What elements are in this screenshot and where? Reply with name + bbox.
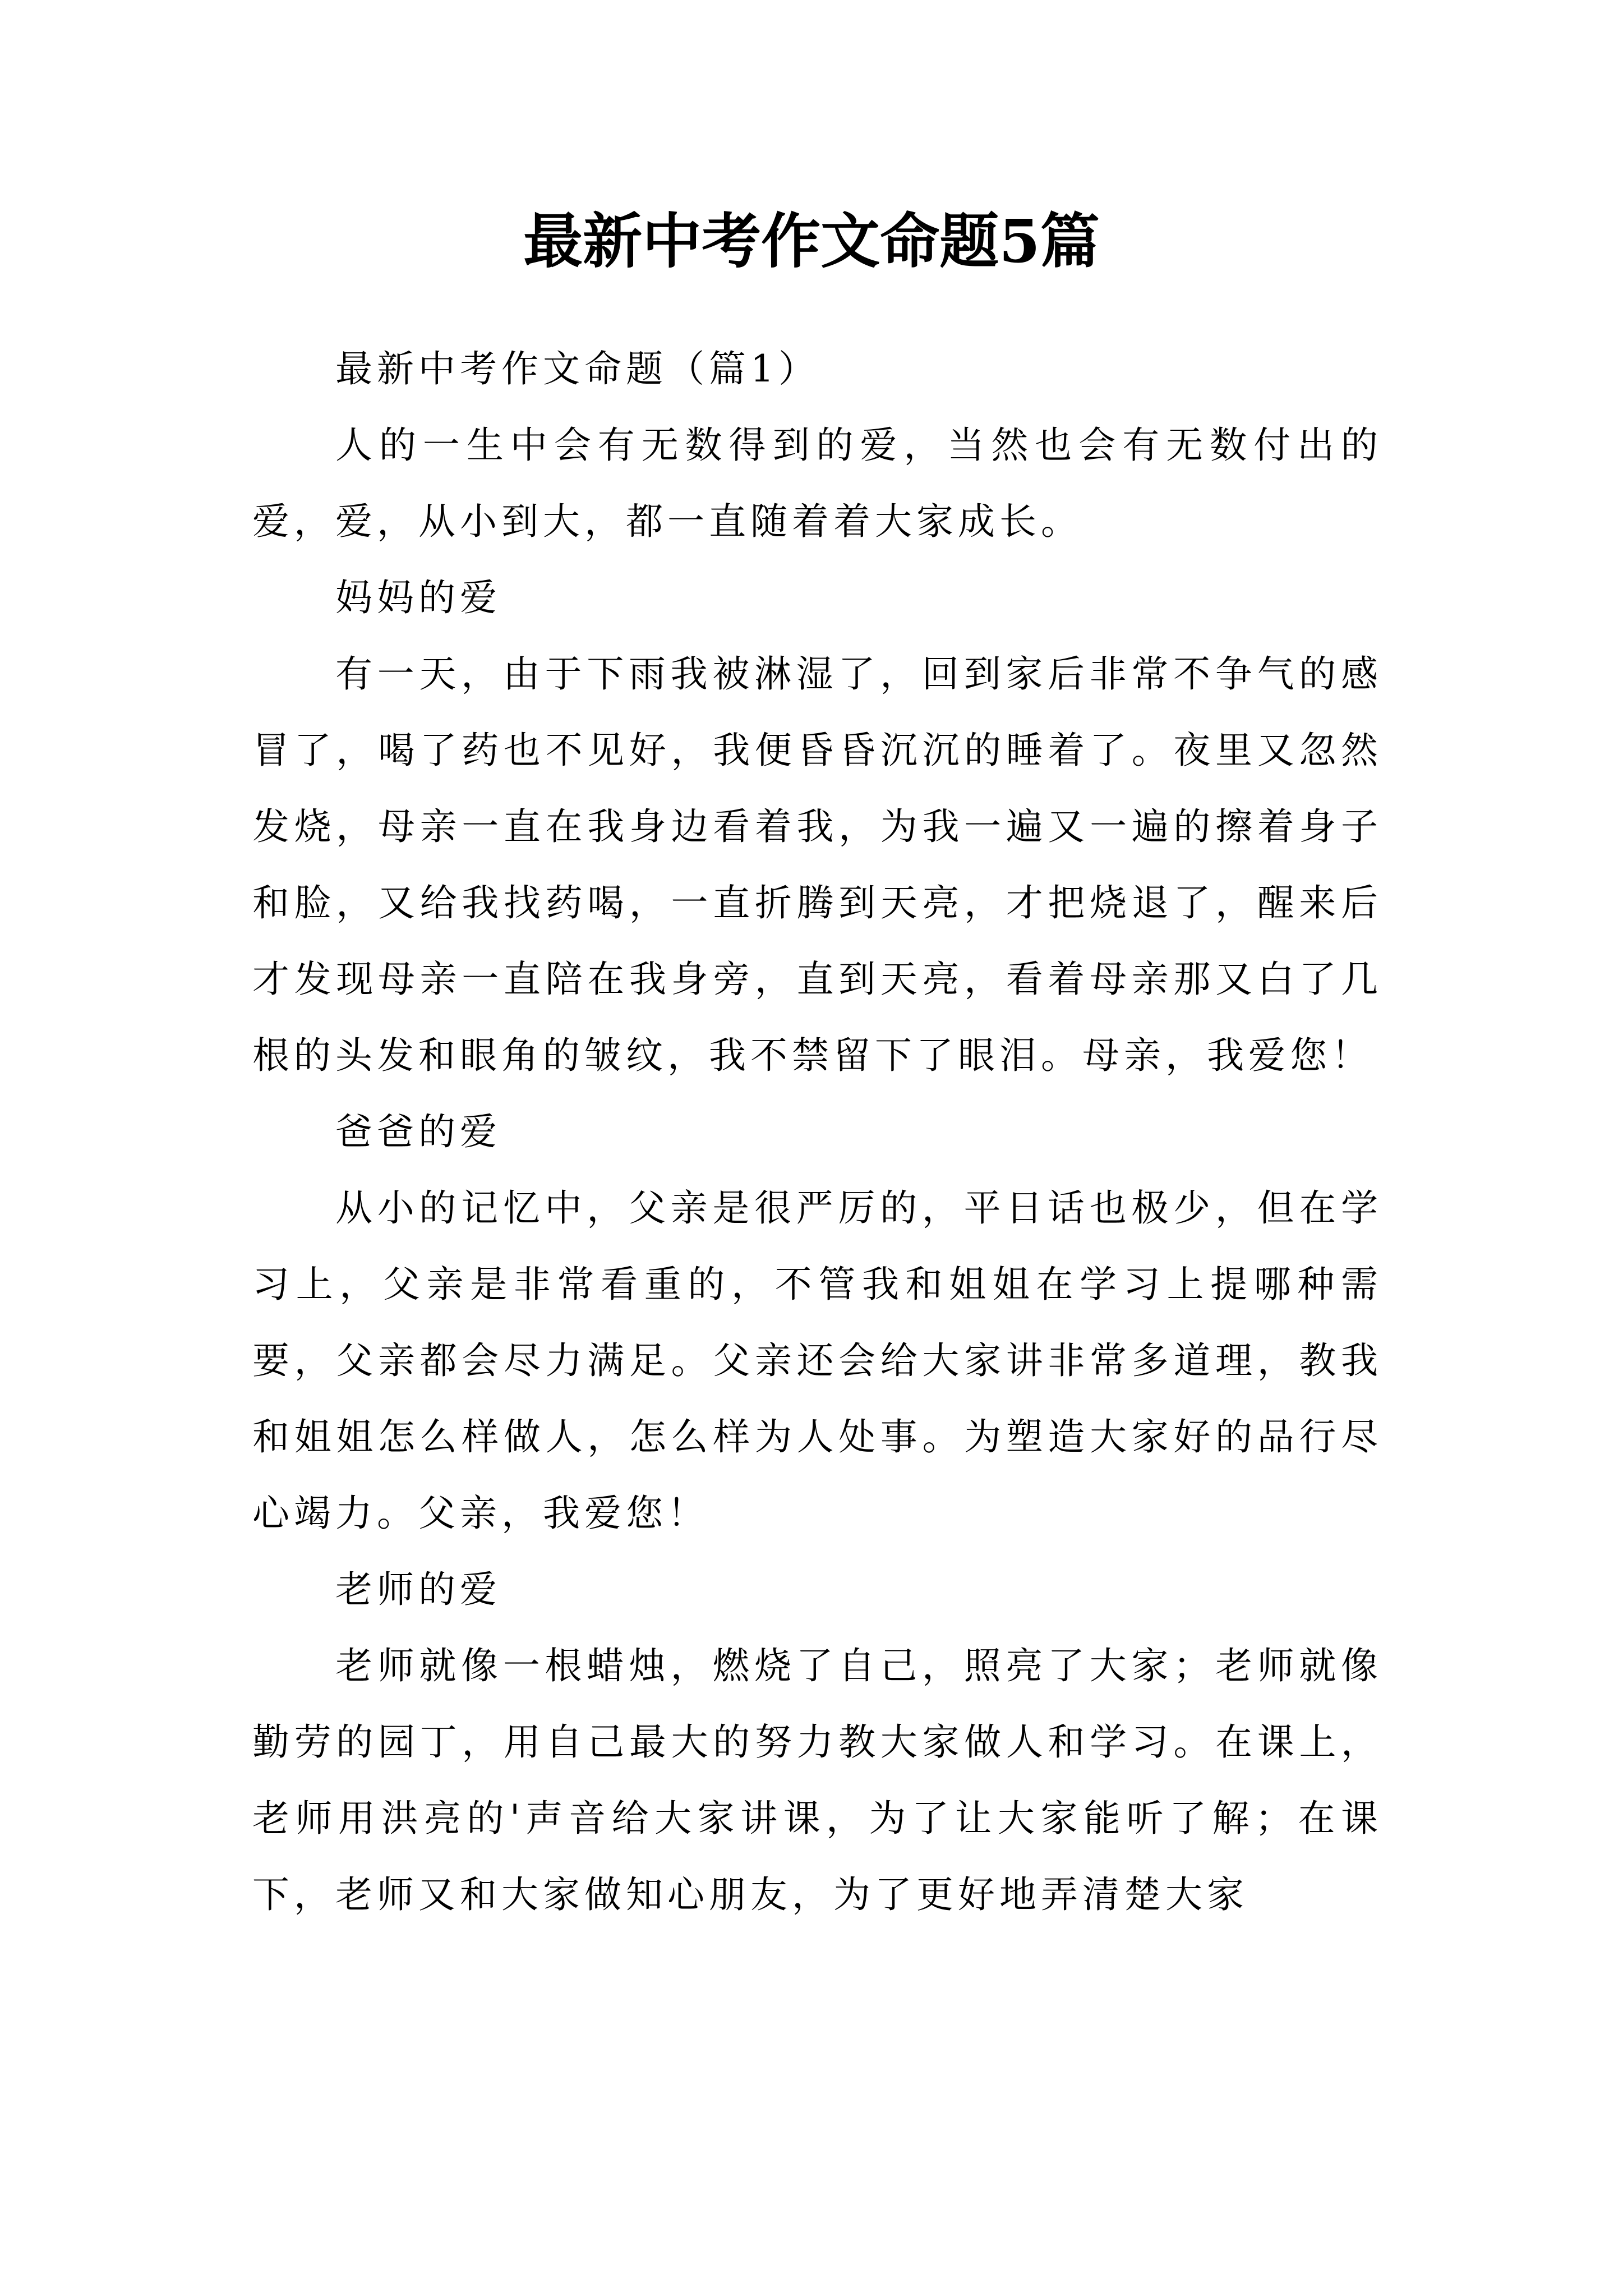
- intro-paragraph: 人的一生中会有无数得到的爱，当然也会有无数付出的爱，爱，从小到大，都一直随着着大家成长。: [252, 424, 1382, 543]
- teacher-paragraph: 老师就像一根蜡烛，燃烧了自己，照亮了大家；老师就像勤劳的园丁，用自己最大的努力教大家做人和学习。在课上，老师用洪亮的'声音给大家讲课，为了让大家能听了解；在课下，老师又和大家做知心朋友，为了更好地弄清楚大家: [252, 1644, 1382, 1916]
- section-title: 最新中考作文命题（篇1）: [335, 347, 820, 390]
- document-body: [252, 331, 1382, 1933]
- dad-paragraph: 从小的记忆中，父亲是很严厉的，平日话也极少，但在学习上，父亲是非常看重的，不管我和姐姐在学习上提哪种需要，父亲都会尽力满足。父亲还会给大家讲非常多道理，教我和姐姐怎么样做人，怎么样为人处事。为塑造大家好的品行尽心竭力。父亲，我爱您！: [252, 1186, 1382, 1535]
- teacher-heading: 老师的爱: [335, 1568, 501, 1611]
- dad-heading: 爸爸的爱: [335, 1110, 501, 1153]
- mom-paragraph: 有一天，由于下雨我被淋湿了，回到家后非常不争气的感冒了，喝了药也不见好，我便昏昏沉沉的睡着了。夜里又忽然发烧，母亲一直在我身边看着我，为我一遍又一遍的擦着身子和脸，又给我找药喝，一直折腾到天亮，才把烧退了，醒来后才发现母亲一直陪在我身旁，直到天亮，看着母亲那又白了几根的头发和眼角的皱纹，我不禁留下了眼泪。母亲，我爱您！: [252, 652, 1382, 1077]
- mom-heading: 妈妈的爱: [335, 576, 501, 619]
- document-title: 最新中考作文命题5篇: [523, 206, 1100, 276]
